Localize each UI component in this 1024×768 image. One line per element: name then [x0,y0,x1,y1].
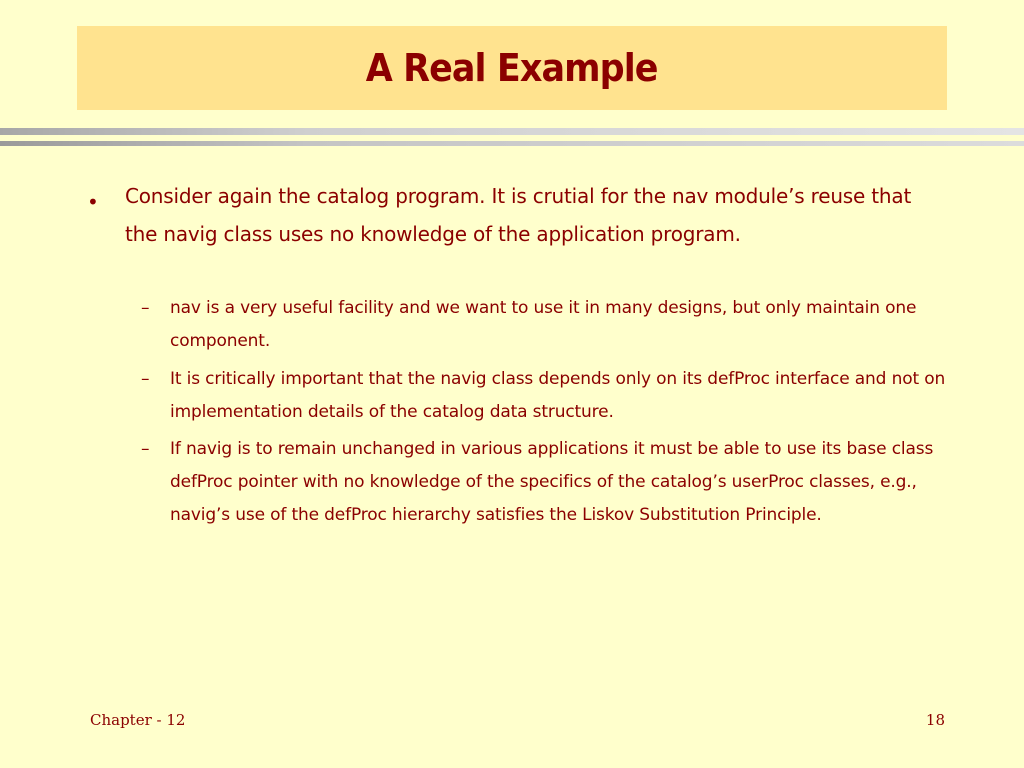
sub-bullet-text: It is critically important that the navig class depends only on its defProc interface and not on implementation details of the catalog data structure. [170,369,946,422]
divider-line-top [0,128,1024,135]
divider-line-bottom [0,141,1024,146]
title-banner [77,26,947,110]
bullet-marker: • [87,190,99,214]
footer-chapter: Chapter - 12 [90,711,186,729]
footer-page-number: 18 [925,711,945,729]
slide-title: A Real Example [366,46,658,90]
sub-bullet-marker: – [141,439,150,459]
sub-bullet-marker: – [141,298,150,318]
sub-bullet-text: nav is a very useful facility and we want to use it in many designs, but only maintain one component. [170,298,917,351]
sub-bullet-marker: – [141,369,150,389]
sub-bullet-text: If navig is to remain unchanged in various applications it must be able to use its base class defProc pointer with no knowledge of the specifics of the catalog’s userProc classes, e.g., navig’s use of the defProc hierarchy satisfies the Liskov Substitution Principle. [170,439,934,525]
bullet-text: Consider again the catalog program. It is crutial for the nav module’s reuse that the navig class uses no knowledge of the application program. [125,184,912,246]
